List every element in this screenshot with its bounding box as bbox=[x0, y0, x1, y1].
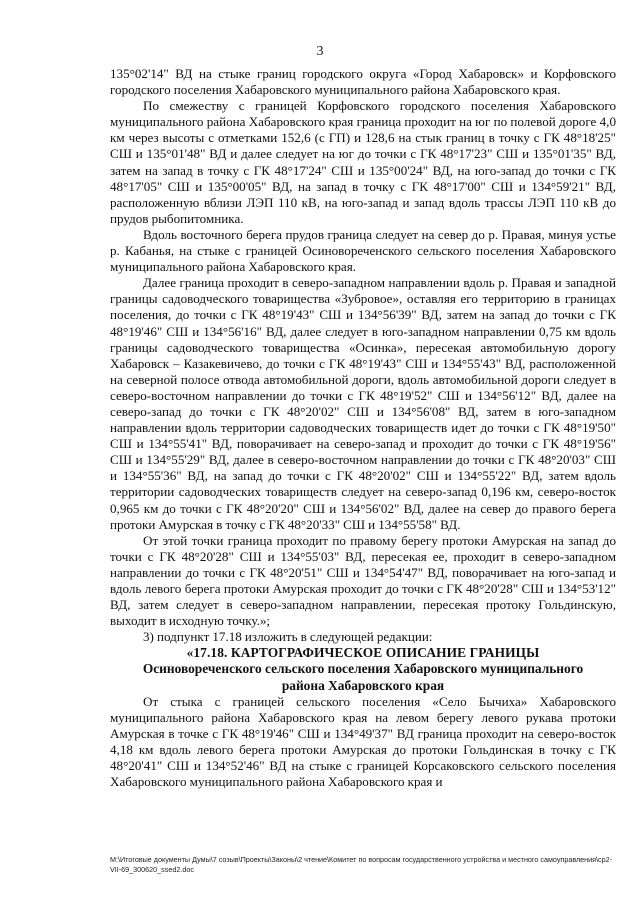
paragraph-continuation: 135°02'14" ВД на стыке границ городского округа «Город Хабаровск» и Корфовского городского поселения Хабаровского муниципального района Хабаровского края. bbox=[110, 66, 616, 98]
paragraph-korfovsky-border: По смежеству с границей Корфовского городского поселения Хабаровского муниципального района Хабаровского края граница проходит на юг по полевой дороге 4,0 км через высоты с отметками 152,6 (с ГП) и 128,6 на стык границ в точку с ГК 48°18'25" СШ и 135°01'48" ВД и далее следует на юг до точки с ГК 48°17'23" СШ и 135°01'35" ВД, затем на запад в точку с ГК 48°17'24" СШ и 135°00'24" ВД, на юго-запад до точки с ГК 48°17'05" СШ и 135°00'05" ВД, на запад в точку с ГК 48°17'00" СШ и 134°59'21" ВД, расположенную вблизи ЛЭП 110 кВ, на юго-запад и запад вдоль трассы ЛЭП 110 кВ до прудов рыбопитомника. bbox=[110, 98, 616, 226]
paragraph-amurskaya-channel: От этой точки граница проходит по правому берегу протоки Амурская на запад до точки с ГК 48°20'28" СШ и 134°55'03" ВД, пересекая ее, проходит в северо-западном направлении до точки с ГК 48°20'51" СШ и 134°54'47" ВД, поворачивает на юго-запад и вдоль левого берега протоки Амурская проходит до точки с ГК 48°20'28" СШ и 134°53'12" ВД, затем следует в северо-западном направлении, пересекая протоку Гольдинскую, выходит в исходную точку.»; bbox=[110, 532, 616, 629]
section-subheading-line2: района Хабаровского края bbox=[281, 677, 445, 693]
paragraph-northwest-direction: Далее граница проходит в северо-западном направлении вдоль р. Правая и западной границы садоводческого товарищества «Зубровое», оставляя его территорию в границах поселения, до точки с ГК 48°19'43" СШ и 134°56'39" ВД, затем на запад до точки с ГК 48°19'46" СШ и 134°56'16" ВД, далее следует в юго-западном направлении 0,75 км вдоль границы садоводческого товарищества «Осинка», пересекая автомобильную дорогу Хабаровск – Казакевичево, до точки с ГК 48°19'43" СШ и 134°55'43" ВД, расположенной на северной полосе отвода автомобильной дороги, вдоль автомобильной дороги следует в северо-восточном направлении до точки с ГК 48°19'52" СШ и 134°56'12" ВД, далее на северо-запад до точки с ГК 48°20'02" СШ и 134°56'08" ВД, затем в юго-западном направлении вдоль территории садоводческих товариществ идет до точки с ГК 48°19'50" СШ и 134°55'41" ВД, поворачивает на северо-запад и проходит до точки с ГК 48°19'56" СШ и 134°55'29" ВД, далее в северо-восточном направлении до точки с ГК 48°20'03" СШ и 134°55'36" ВД, на запад до точки с ГК 48°20'02" СШ и 134°55'22" ВД, затем вдоль территории садоводческих товариществ следует на северо-запад 0,196 км, северо-восток 0,965 км до точки с ГК 48°20'20" СШ и 134°56'02" ВД, далее на север до правого берега протоки Амурская в точку с ГК 48°20'33" СШ и 134°55'58" ВД. bbox=[110, 275, 616, 532]
paragraph-subclause-3: 3) подпункт 17.18 изложить в следующей редакции: bbox=[143, 629, 433, 645]
section-subheading-line1: Осиновореченского сельского поселения Хабаровского муниципального bbox=[142, 661, 584, 677]
paragraph-eastern-shore: Вдоль восточного берега прудов граница следует на север до р. Правая, минуя устье р. Кабанья, на стыке с границей Осиновореченского сельского поселения Хабаровского муниципального района Хабаровского края. bbox=[110, 226, 616, 275]
footer-file-path: М:\Итоговые документы Думы\7 созыв\Проекты\Законы\2 чтение\Комитет по вопросам государственного устройства и местного самоуправления\ср2-VII-69_300620_ssed2.doc bbox=[110, 855, 613, 874]
paragraph-bychikha-border: От стыка с границей сельского поселения «Село Бычиха» Хабаровского муниципального района Хабаровского края на левом берегу левого рукава протоки Амурская в точке с ГК 48°19'46" СШ и 134°49'37" ВД граница проходит на северо-восток 4,18 км вдоль левого берега протоки Амурская до протоки Гольдинская в точку с ГК 48°20'41" СШ и 134°52'46" ВД на стыке с границей Корсаковского сельского поселения Хабаровского муниципального района Хабаровского края и bbox=[110, 693, 616, 790]
page-number: 3 bbox=[316, 44, 324, 59]
section-heading: «17.18. КАРТОГРАФИЧЕСКОЕ ОПИСАНИЕ ГРАНИЦЫ bbox=[186, 645, 540, 661]
document-body bbox=[110, 66, 616, 790]
